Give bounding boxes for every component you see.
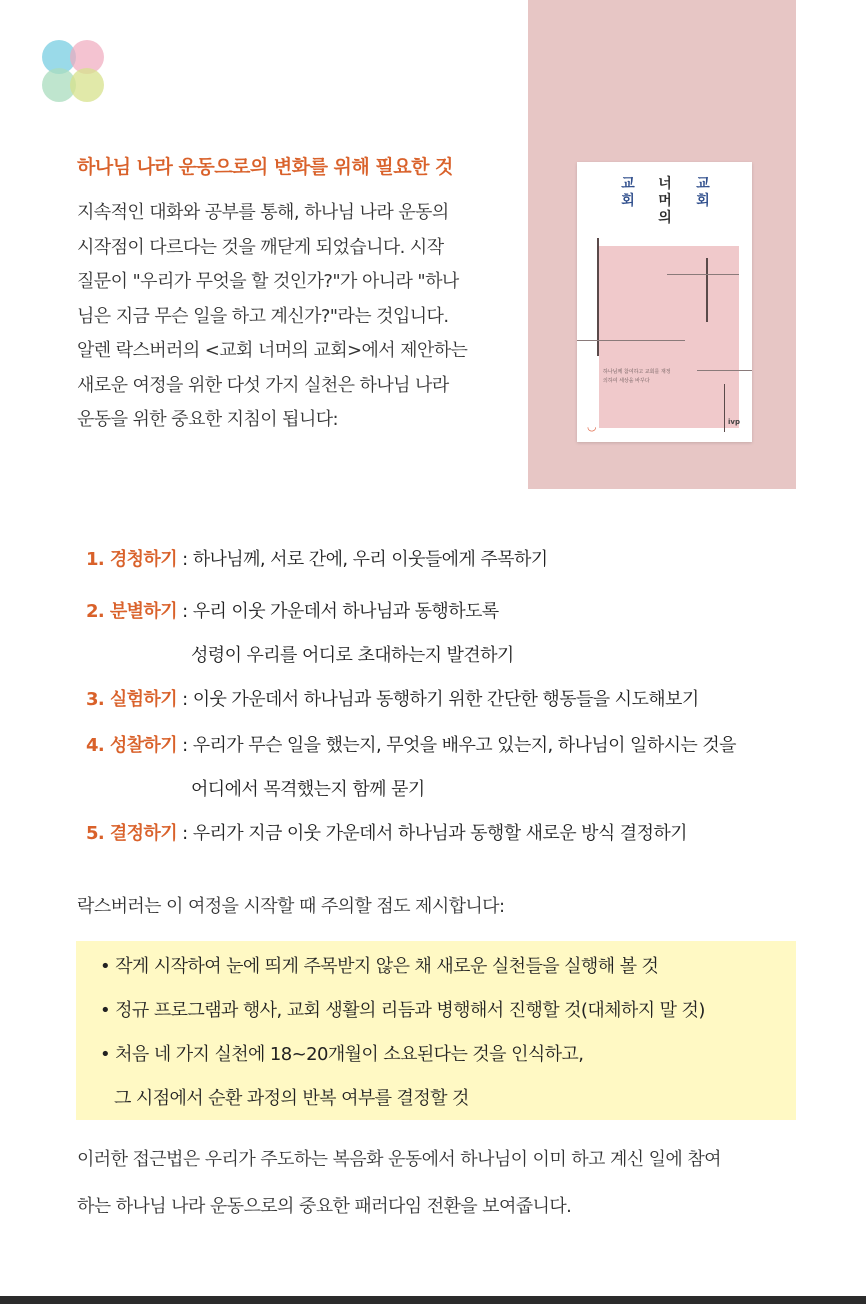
footer-bar bbox=[0, 1296, 866, 1304]
intro-paragraph bbox=[77, 196, 507, 438]
logo-circle-yellow bbox=[70, 68, 104, 102]
note-item: • 처음 네 가지 실천에 18~20개월이 소요된다는 것을 인식하고, bbox=[100, 1044, 584, 1065]
publisher-logo: ivp bbox=[728, 418, 740, 426]
step-item-discerning: 2. 분별하기 : 우리 이웃 가운데서 하나님과 동행하도록 bbox=[86, 601, 499, 622]
book-title-col-2: 너머의 bbox=[658, 176, 672, 226]
caution-highlight-box bbox=[76, 941, 796, 1120]
book-title-col-1: 교회 bbox=[621, 176, 635, 209]
step-text: 우리가 무슨 일을 했는지, 무엇을 배우고 있는지, 하나님이 일하시는 것을 bbox=[192, 735, 736, 756]
book-cover-line bbox=[697, 370, 752, 371]
note-item: • 작게 시작하여 눈에 띄게 주목받지 않은 채 새로운 실천들을 실행해 볼 것 bbox=[100, 956, 659, 977]
book-cover-subtitle: 하나님께 참여하고 교회를 재정의하여 세상을 바꾸다 bbox=[603, 369, 671, 384]
step-item-deciding: 5. 결정하기 : 우리가 지금 이웃 가운데서 하나님과 동행할 새로운 방식 결정하기 bbox=[86, 823, 687, 844]
intro-line: 운동을 위한 중요한 지침이 됩니다: bbox=[77, 409, 338, 430]
book-cover-line bbox=[667, 274, 739, 275]
book-cover-image bbox=[577, 162, 752, 442]
book-cover-line bbox=[577, 340, 685, 341]
step-label: 4. 성찰하기 bbox=[86, 735, 177, 756]
intro-line: 알렌 락스버러의 <교회 너머의 교회>에서 제안하는 bbox=[77, 340, 468, 361]
conclusion-line: 이러한 접근법은 우리가 주도하는 복음화 운동에서 하나님이 이미 하고 계신 일에 참여 bbox=[77, 1149, 721, 1170]
step-text: 우리가 지금 이웃 가운데서 하나님과 동행할 새로운 방식 결정하기 bbox=[192, 823, 687, 844]
step-text: 이웃 가운데서 하나님과 동행하기 위한 간단한 행동들을 시도해보기 bbox=[192, 689, 699, 710]
brand-logo bbox=[42, 40, 106, 104]
step-item-experimenting: 3. 실험하기 : 이웃 가운데서 하나님과 동행하기 위한 간단한 행동들을 시도해보기 bbox=[86, 689, 699, 710]
intro-line: 님은 지금 무슨 일을 하고 계신가?"라는 것입니다. bbox=[77, 305, 449, 327]
section-heading: 하나님 나라 운동으로의 변화를 위해 필요한 것 bbox=[77, 156, 453, 178]
step-item-reflecting: 4. 성찰하기 : 우리가 무슨 일을 했는지, 무엇을 배우고 있는지, 하나님이 일하시는 것을 bbox=[86, 735, 736, 756]
step-text-continued: 성령이 우리를 어디로 초대하는지 발견하기 bbox=[191, 645, 514, 666]
step-text: 하나님께, 서로 간에, 우리 이웃들에게 주목하기 bbox=[192, 549, 548, 570]
note-item-continued: 그 시점에서 순환 과정의 반복 여부를 결정할 것 bbox=[114, 1088, 469, 1109]
book-cover-line bbox=[597, 238, 599, 356]
book-cover-line bbox=[706, 258, 708, 322]
step-item-listening: 1. 경청하기 : 하나님께, 서로 간에, 우리 이웃들에게 주목하기 bbox=[86, 549, 548, 570]
step-label: 1. 경청하기 bbox=[86, 549, 177, 570]
intro-line: 시작점이 다르다는 것을 깨닫게 되었습니다. 시작 bbox=[77, 236, 444, 258]
note-item: • 정규 프로그램과 행사, 교회 생활의 리듬과 병행해서 진행할 것(대체하지 말 것) bbox=[100, 1000, 705, 1021]
step-label: 5. 결정하기 bbox=[86, 823, 177, 844]
conclusion-line: 하는 하나님 나라 운동으로의 중요한 패러다임 전환을 보여줍니다. bbox=[77, 1196, 572, 1217]
step-text-continued: 어디에서 목격했는지 함께 묻기 bbox=[191, 779, 425, 800]
intro-line: 질문이 "우리가 무엇을 할 것인가?"가 아니라 "하나 bbox=[77, 271, 459, 292]
caution-intro: 락스버러는 이 여정을 시작할 때 주의할 점도 제시합니다: bbox=[77, 896, 505, 917]
book-title-col-3: 교회 bbox=[696, 176, 710, 209]
intro-line: 지속적인 대화와 공부를 통해, 하나님 나라 운동의 bbox=[77, 202, 449, 223]
step-label: 2. 분별하기 bbox=[86, 601, 177, 622]
step-text: 우리 이웃 가운데서 하나님과 동행하도록 bbox=[192, 601, 499, 622]
step-label: 3. 실험하기 bbox=[86, 689, 177, 710]
book-cover-line bbox=[724, 384, 725, 432]
conclusion-paragraph bbox=[77, 1136, 807, 1230]
intro-line: 새로운 여정을 위한 다섯 가지 실천은 하나님 나라 bbox=[77, 374, 449, 396]
smile-icon: ◡ bbox=[587, 420, 597, 433]
